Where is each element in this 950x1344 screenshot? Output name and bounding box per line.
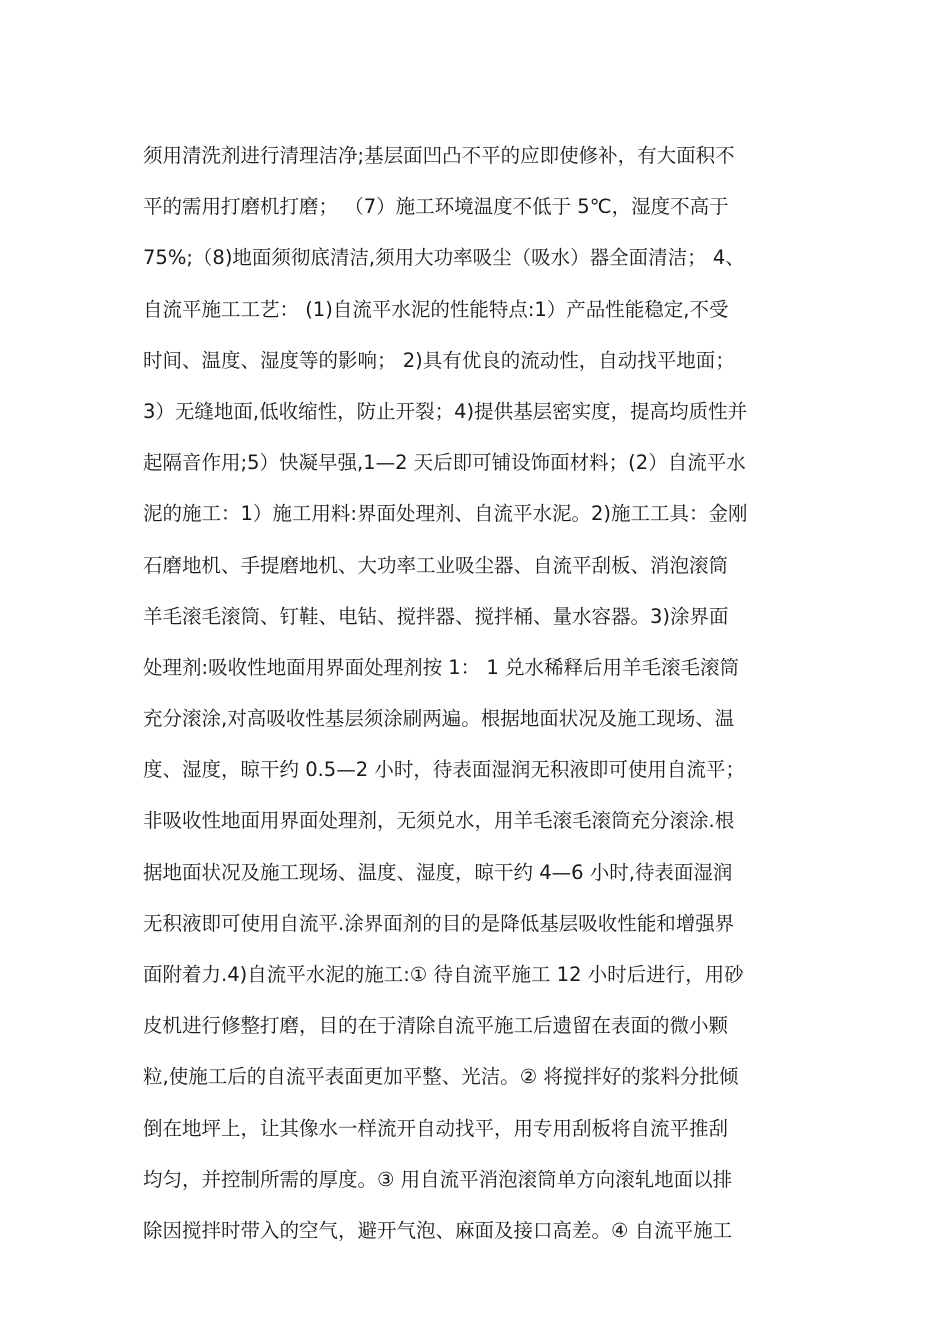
text-line: 处理剂:吸收性地面用界面处理剂按 1： 1 兑水稀释后用羊毛滚毛滚筒 xyxy=(143,655,739,679)
text-line: 羊毛滚毛滚筒、钉鞋、电钻、搅拌器、搅拌桶、量水容器。3)涂界面 xyxy=(143,604,729,628)
text-line: 充分滚涂,对高吸收性基层须涂刷两遍。根据地面状况及施工现场、温 xyxy=(143,707,735,731)
text-line: 起隔音作用;5）快凝早强,1—2 天后即可铺设饰面材料；(2）自流平水 xyxy=(143,451,746,475)
text-line: 非吸收性地面用界面处理剂，无须兑水，用羊毛滚毛滚筒充分滚涂.根 xyxy=(143,809,735,833)
text-line: 时间、温度、湿度等的影响； 2)具有优良的流动性，自动找平地面； xyxy=(143,348,735,372)
text-line: 石磨地机、手提磨地机、大功率工业吸尘器、自流平刮板、消泡滚筒 xyxy=(143,553,729,577)
body-text xyxy=(143,130,813,1256)
text-line: 泥的施工：1）施工用料:界面处理剂、自流平水泥。2)施工工具：金刚 xyxy=(143,502,748,526)
text-line: 平的需用打磨机打磨； （7）施工环境温度不低于 5℃，湿度不高于 xyxy=(143,195,729,219)
text-line: 皮机进行修整打磨，目的在于清除自流平施工后遗留在表面的微小颗 xyxy=(143,1014,729,1038)
text-line: 均匀，并控制所需的厚度。③ 用自流平消泡滚筒单方向滚轧地面以排 xyxy=(143,1167,733,1191)
text-line: 3）无缝地面,低收缩性，防止开裂；4)提供基层密实度，提高均质性并 xyxy=(143,399,748,423)
text-line: 据地面状况及施工现场、温度、湿度，晾干约 4—6 小时,待表面湿润 xyxy=(143,860,733,884)
text-line: 面附着力.4)自流平水泥的施工:① 待自流平施工 12 小时后进行，用砂 xyxy=(143,963,744,986)
text-line: 75%;（8)地面须彻底清洁,须用大功率吸尘（吸水）器全面清洁； 4、 xyxy=(143,246,745,270)
text-line: 度、湿度，晾干约 0.5—2 小时，待表面湿润无积液即可使用自流平； xyxy=(143,758,745,782)
text-line: 须用清洗剂进行清理洁净;基层面凹凸不平的应即使修补，有大面积不 xyxy=(143,144,735,167)
text-line: 自流平施工工艺： (1)自流平水泥的性能特点:1）产品性能稳定,不受 xyxy=(143,297,729,321)
text-line: 倒在地坪上，让其像水一样流开自动找平，用专用刮板将自流平推刮 xyxy=(143,1116,729,1140)
text-line: 粒,使施工后的自流平表面更加平整、光洁。② 将搅拌好的浆料分批倾 xyxy=(143,1065,739,1089)
text-line: 无积液即可使用自流平.涂界面剂的目的是降低基层吸收性能和增强界 xyxy=(143,911,735,935)
text-line: 除因搅拌时带入的空气，避开气泡、麻面及接口高差。④ 自流平施工 xyxy=(143,1218,733,1242)
